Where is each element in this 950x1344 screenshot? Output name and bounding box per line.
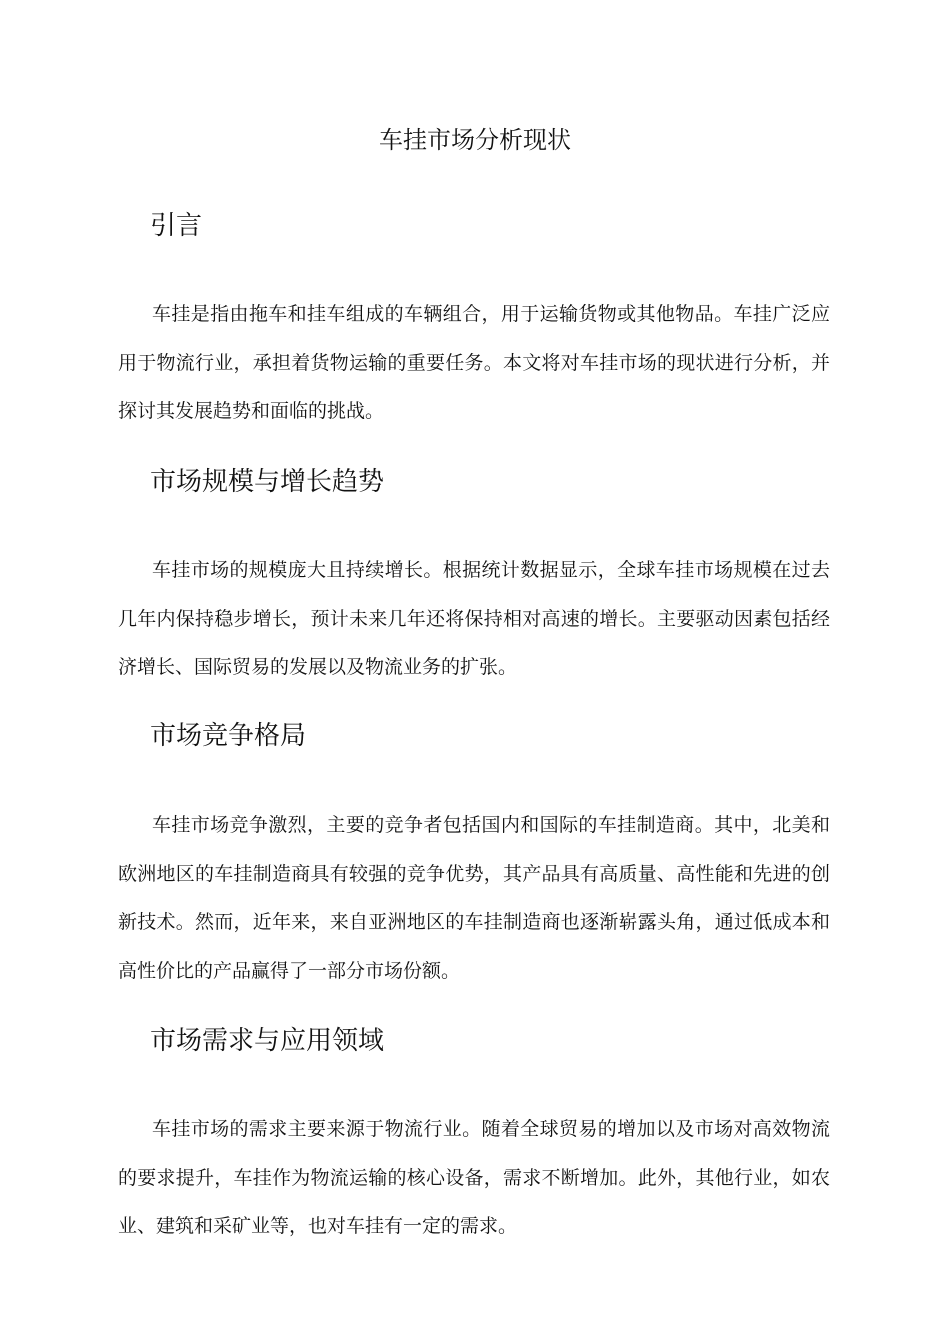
document-title: 车挂市场分析现状 [379,126,571,154]
section-paragraph-market-size: 车挂市场的规模庞大且持续增长。根据统计数据显示，全球车挂市场规模在过去几年内保持稳步增长，预计未来几年还将保持相对高速的增长。主要驱动因素包括经济增长、国际贸易的发展以及物流业务的扩张。 [118,559,830,678]
section-paragraph-competition: 车挂市场竞争激烈，主要的竞争者包括国内和国际的车挂制造商。其中，北美和欧洲地区的车挂制造商具有较强的竞争优势，其产品具有高质量、高性能和先进的创新技术。然而，近年来，来自亚洲地区的车挂制造商也逐渐崭露头角，通过低成本和高性价比的产品赢得了一部分市场份额。 [118,814,830,982]
section-heading-market-size: 市场规模与增长趋势 [150,467,385,497]
section-heading-introduction: 引言 [150,211,203,241]
section-heading-demand: 市场需求与应用领域 [150,1026,385,1056]
section-heading-competition: 市场竞争格局 [150,721,307,751]
section-paragraph-demand: 车挂市场的需求主要来源于物流行业。随着全球贸易的增加以及市场对高效物流的要求提升，车挂作为物流运输的核心设备，需求不断增加。此外，其他行业，如农业、建筑和采矿业等，也对车挂有一定的需求。 [118,1118,830,1237]
section-paragraph-introduction: 车挂是指由拖车和挂车组成的车辆组合，用于运输货物或其他物品。车挂广泛应用于物流行业，承担着货物运输的重要任务。本文将对车挂市场的现状进行分析，并探讨其发展趋势和面临的挑战。 [118,303,830,422]
